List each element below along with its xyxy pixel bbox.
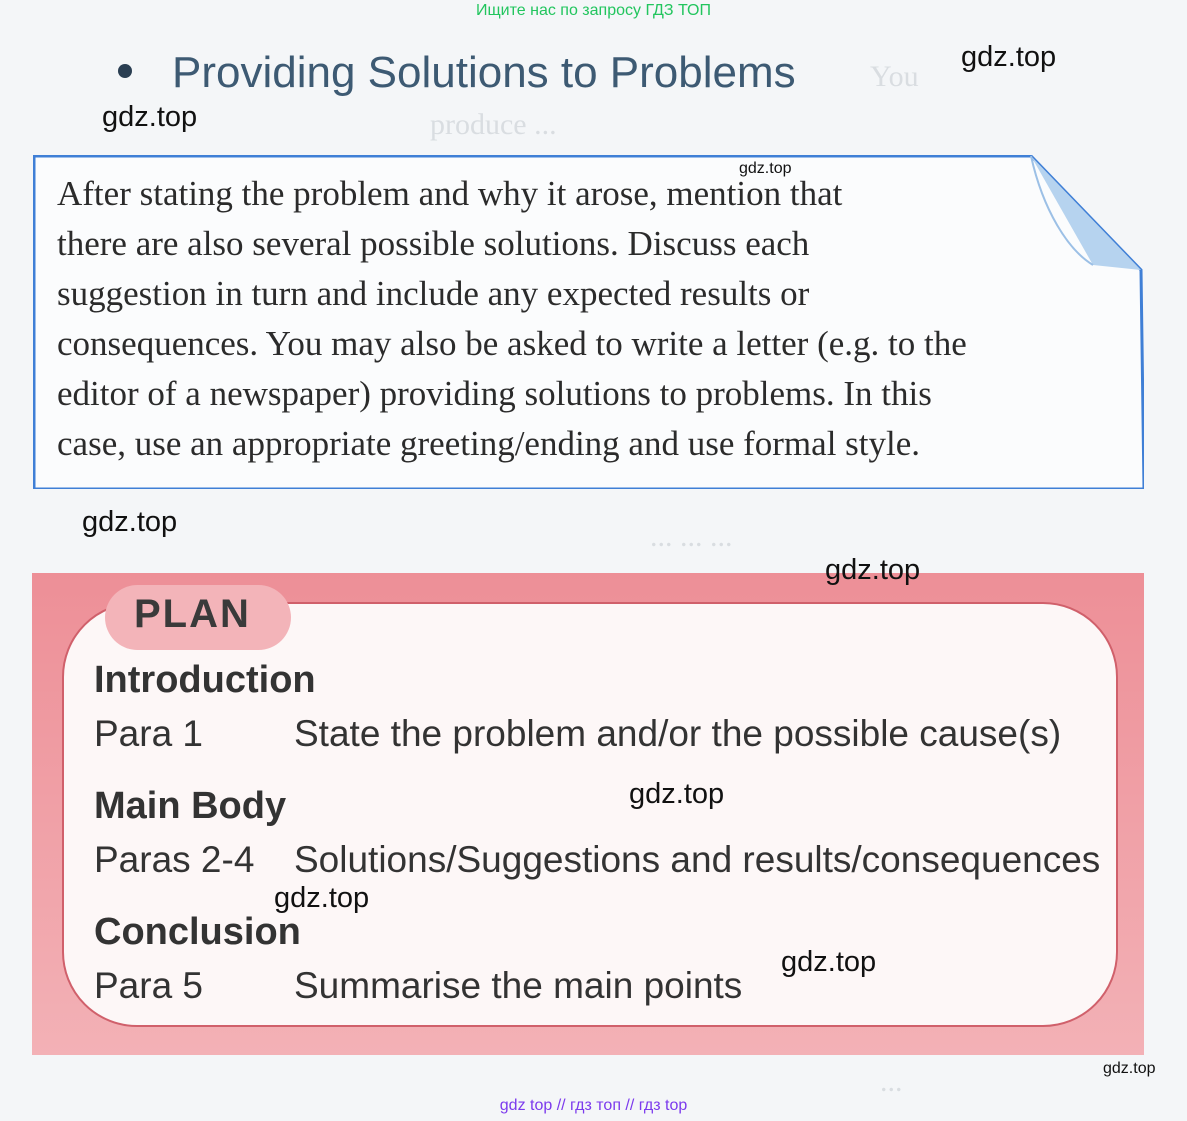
note-line: suggestion in turn and include any expected results or xyxy=(57,274,810,313)
heading-text: Providing Solutions to Problems xyxy=(172,48,796,97)
note-line: there are also several possible solutions. Discuss each xyxy=(57,224,810,263)
note-line: editor of a newspaper) providing solutions to problems. In this xyxy=(57,374,932,413)
watermark: gdz.top xyxy=(82,506,178,538)
plan-title: PLAN xyxy=(134,592,251,636)
watermark: gdz.top xyxy=(274,882,370,914)
para-label: Paras 2-4 xyxy=(94,839,255,880)
watermark: gdz.top xyxy=(629,778,725,810)
para-text: Solutions/Suggestions and results/consequences xyxy=(294,839,1101,880)
watermark: gdz.top xyxy=(825,554,921,586)
section-title-introduction: Introduction xyxy=(94,659,316,701)
section-title-conclusion: Conclusion xyxy=(94,911,301,953)
watermark: gdz.top xyxy=(102,101,198,133)
note-line: consequences. You may also be asked to write a letter (e.g. to the xyxy=(57,324,967,363)
top-banner: Ищите нас по запросу ГДЗ ТОП xyxy=(476,2,711,19)
para-text: Summarise the main points xyxy=(294,965,743,1006)
note-box xyxy=(33,155,1144,489)
note-line: After stating the problem and why it arose, mention that xyxy=(57,174,843,213)
watermark: gdz.top xyxy=(739,160,792,177)
section-title-main-body: Main Body xyxy=(94,785,287,827)
watermark: gdz.top xyxy=(961,41,1057,73)
watermark: gdz.top xyxy=(1103,1060,1156,1077)
para-text: State the problem and/or the possible cause(s) xyxy=(294,713,1062,754)
note-line: case, use an appropriate greeting/ending and use formal style. xyxy=(57,424,921,463)
bottom-banner: gdz top // гдз топ // гдз top xyxy=(499,1097,688,1114)
bullet-icon xyxy=(118,64,132,78)
note-text xyxy=(57,169,1097,469)
para-label: Para 5 xyxy=(94,965,204,1006)
watermark: gdz.top xyxy=(781,946,877,978)
section-heading xyxy=(118,48,796,98)
para-label: Para 1 xyxy=(94,713,204,754)
